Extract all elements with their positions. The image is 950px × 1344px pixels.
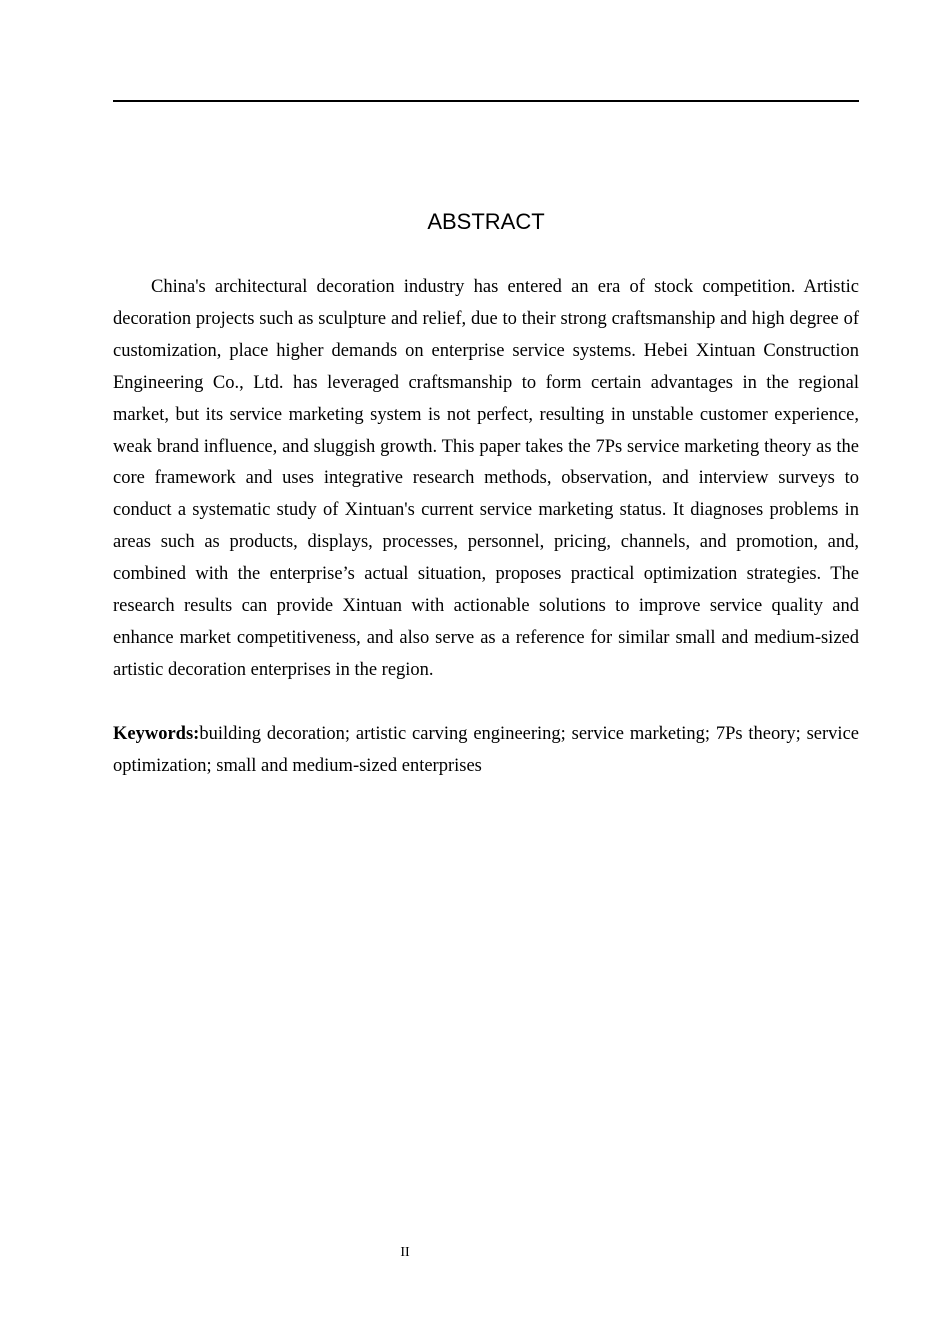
abstract-title: ABSTRACT — [427, 209, 545, 234]
abstract-paragraph: China's architectural decoration industry has entered an era of stock competition. Artistic decoration projects such as sculpture and relief, due to their strong craftsmanship and high degree of customization, place higher demands on enterprise service systems. Hebei Xintuan Construction Engineering Co., Ltd. has leveraged craftsmanship to form certain advantages in the regional market, but its service marketing system is not perfect, resulting in unstable customer experience, weak brand influence, and sluggish growth. This paper takes the 7Ps service marketing theory as the core framework and uses integrative research methods, observation, and interview surveys to conduct a systematic study of Xintuan's current service marketing status. It diagnoses problems in areas such as products, displays, processes, personnel, pricing, channels, and promotion, and, combined with the enterprise’s actual situation, proposes practical optimization strategies. The research results can provide Xintuan with actionable solutions to improve service quality and enhance market competitiveness, and also serve as a reference for similar small and medium-sized artistic decoration enterprises in the region. — [113, 277, 859, 680]
keywords-label: Keywords: — [113, 724, 200, 744]
page-number: II — [400, 1245, 410, 1260]
header-rule — [113, 100, 859, 102]
keywords-paragraph — [113, 719, 859, 783]
keywords-text: building decoration; artistic carving engineering; service marketing; 7Ps theory; service optimization; small and medium-sized enterprises — [113, 724, 859, 776]
